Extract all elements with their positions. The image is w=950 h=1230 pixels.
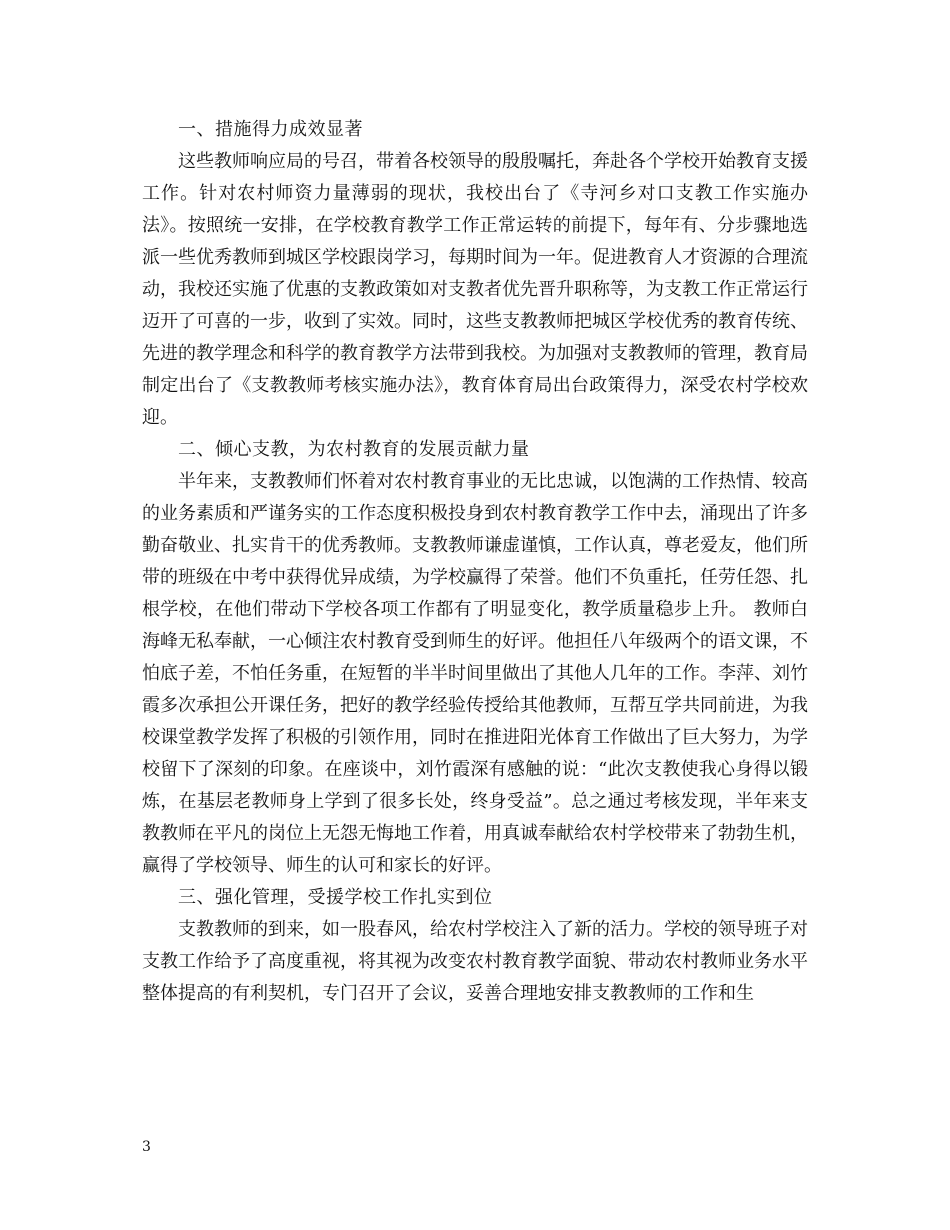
- section-heading-2: 二、倾心支教，为农村教育的发展贡献力量: [178, 439, 530, 460]
- section-heading-1: 一、措施得力成效显著: [178, 119, 363, 140]
- paragraph-2: 半年来，支教教师们怀着对农村教育事业的无比忠诚，以饱满的工作热情、较高的业务素质和严谨务实的工作态度积极投身到农村教育教学工作中去，涌现出了许多勤奋敬业、扎实肯干的优秀教师。支教教师谦虚谨慎，工作认真，尊老爱友，他们所带的班级在中考中获得优异成绩，为学校赢得了荣誉。他们不负重托，任劳任怨、扎根学校，在他们带动下学校各项工作都有了明显变化，教学质量稳步上升。 教师白海峰无私奉献，一心倾注农村教育受到师生的好评。他担任八年级两个的语文课，不怕底子差，不怕任务重，在短暂的半半时间里做出了其他人几年的工作。李萍、刘竹霞多次承担公开课任务，把好的教学经验传授给其他教师，互帮互学共同前进，为我校课堂教学发挥了积极的引领作用，同时在推进阳光体育工作做出了巨大努力，为学校留下了深刻的印象。在座谈中，刘竹霞深有感触的说：“此次支教使我心身得以锻炼，在基层老教师身上学到了很多长处，终身受益”。总之通过考核发现，半年来支教教师在平凡的岗位上无怨无悔地工作着，用真诚奉献给农村学校带来了勃勃生机，赢得了学校领导、师生的认可和家长的好评。: [142, 471, 808, 876]
- section-heading-3: 三、强化管理，受援学校工作扎实到位: [178, 887, 493, 908]
- paragraph-3: 支教教师的到来，如一股春风，给农村学校注入了新的活力。学校的领导班子对支教工作给予了高度重视，将其视为改变农村教育教学面貌、带动农村教师业务水平整体提高的有利契机，专门召开了会议，妥善合理地安排支教教师的工作和生: [142, 919, 808, 1004]
- page-number: 3: [142, 1139, 151, 1155]
- document-body: [142, 114, 808, 1010]
- paragraph-1: 这些教师响应局的号召，带着各校领导的殷殷嘱托，奔赴各个学校开始教育支援工作。针对农村师资力量薄弱的现状，我校出台了《寺河乡对口支教工作实施办法》。按照统一安排，在学校教育教学工作正常运转的前提下，每年有、分步骤地选派一些优秀教师到城区学校跟岗学习，每期时间为一年。促进教育人才资源的合理流动，我校还实施了优惠的支教政策如对支教者优先晋升职称等，为支教工作正常运行迈开了可喜的一步，收到了实效。同时，这些支教教师把城区学校优秀的教育传统、先进的教学理念和科学的教育教学方法带到我校。为加强对支教教师的管理，教育局制定出台了《支教教师考核实施办法》，教育体育局出台政策得力，深受农村学校欢迎。: [142, 151, 808, 428]
